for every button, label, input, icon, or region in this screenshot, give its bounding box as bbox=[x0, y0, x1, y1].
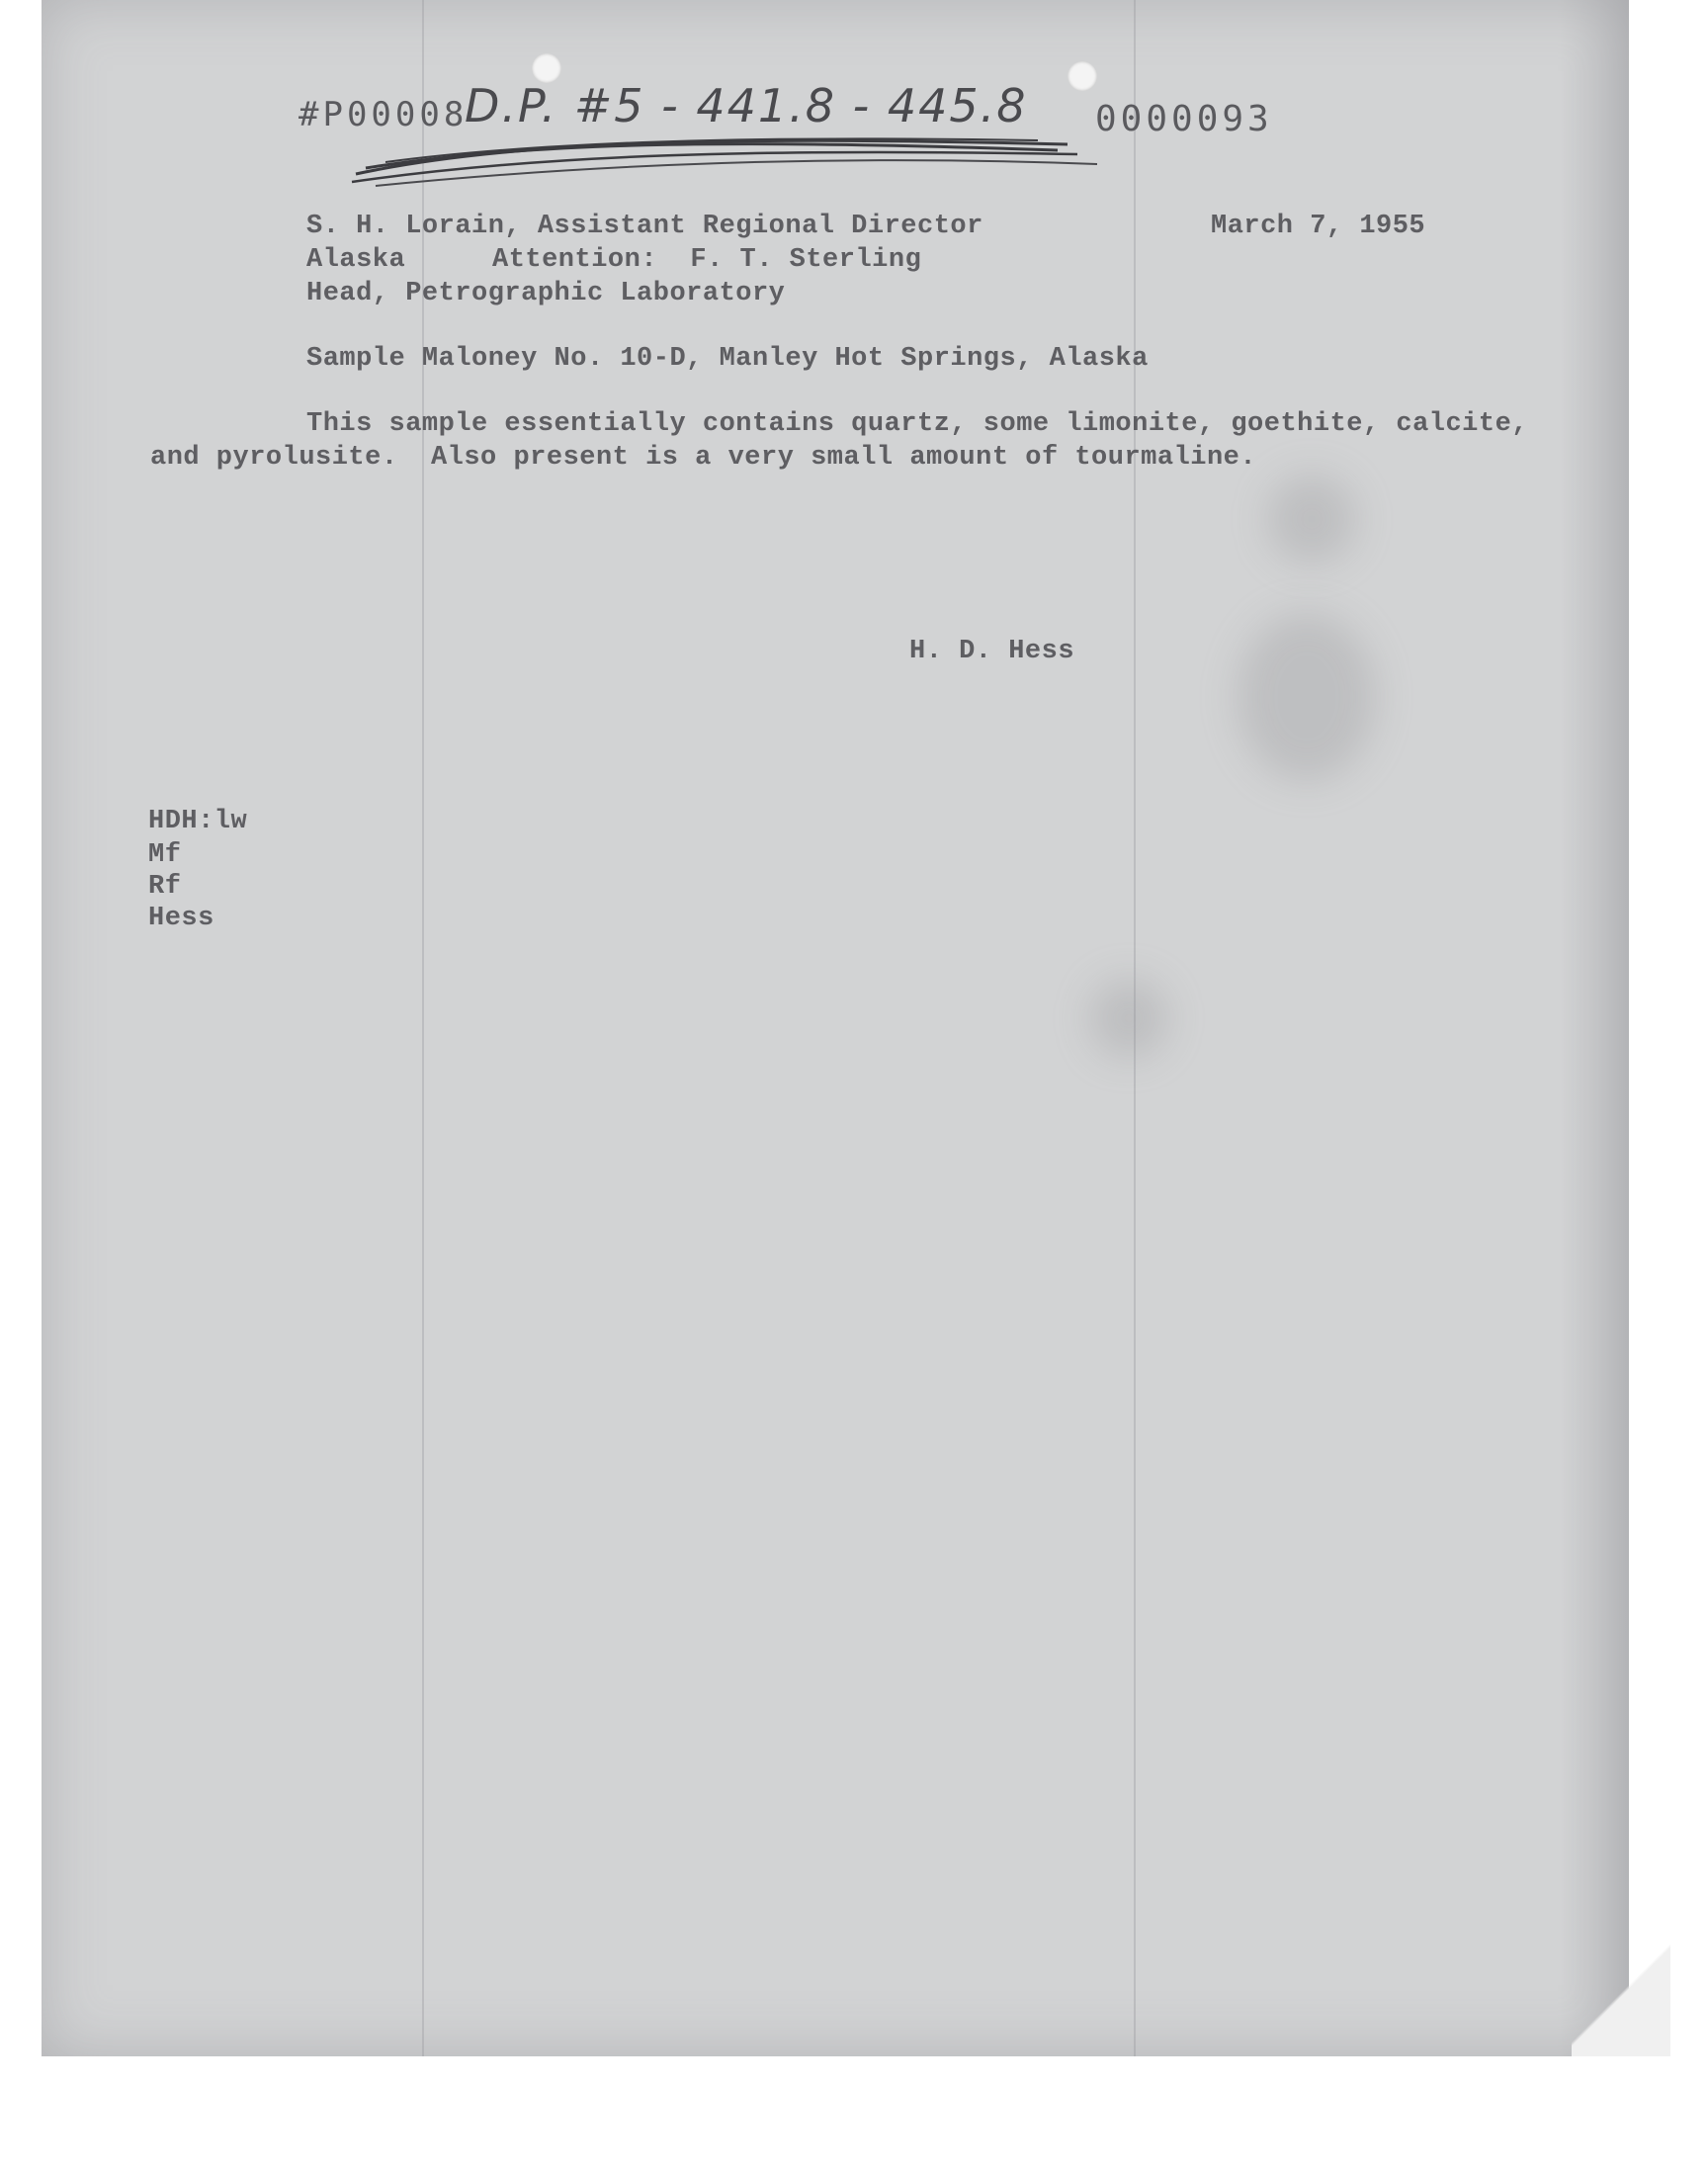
body-line: This sample essentially contains quartz, some limonite, goethite, calcite, bbox=[306, 409, 1528, 439]
signature: H. D. Hess bbox=[909, 637, 1075, 666]
stamp-number-left: #P00008 bbox=[299, 95, 469, 134]
paper-stain bbox=[1267, 475, 1356, 564]
handwritten-reference: D.P. #5 - 441.8 - 445.8 bbox=[465, 79, 1028, 132]
reference-initials: HDH:lw bbox=[148, 807, 248, 836]
paper-edge-shadow bbox=[1560, 0, 1629, 2056]
body-line: and pyrolusite. Also present is a very small amount of tourmaline. bbox=[150, 443, 1257, 473]
addressee-region: Alaska bbox=[306, 245, 406, 275]
stamp-number-right: 0000093 bbox=[1095, 99, 1273, 139]
memo-subject: Sample Maloney No. 10-D, Manley Hot Springs, Alaska bbox=[306, 344, 1149, 374]
punch-hole bbox=[1068, 61, 1097, 91]
paper-stain bbox=[1238, 613, 1376, 781]
attention-line: Attention: F. T. Sterling bbox=[492, 245, 922, 275]
paper-stain bbox=[1089, 979, 1168, 1058]
distribution-item: Hess bbox=[148, 904, 214, 933]
distribution-item: Rf bbox=[148, 872, 182, 902]
folded-corner bbox=[1572, 1938, 1670, 2056]
pencil-scribble bbox=[346, 125, 1097, 194]
addressee-line: S. H. Lorain, Assistant Regional Director bbox=[306, 212, 983, 241]
paper-sheet bbox=[42, 0, 1629, 2056]
sender-line: Head, Petrographic Laboratory bbox=[306, 279, 786, 308]
memo-date: March 7, 1955 bbox=[1211, 212, 1426, 241]
distribution-item: Mf bbox=[148, 840, 182, 870]
